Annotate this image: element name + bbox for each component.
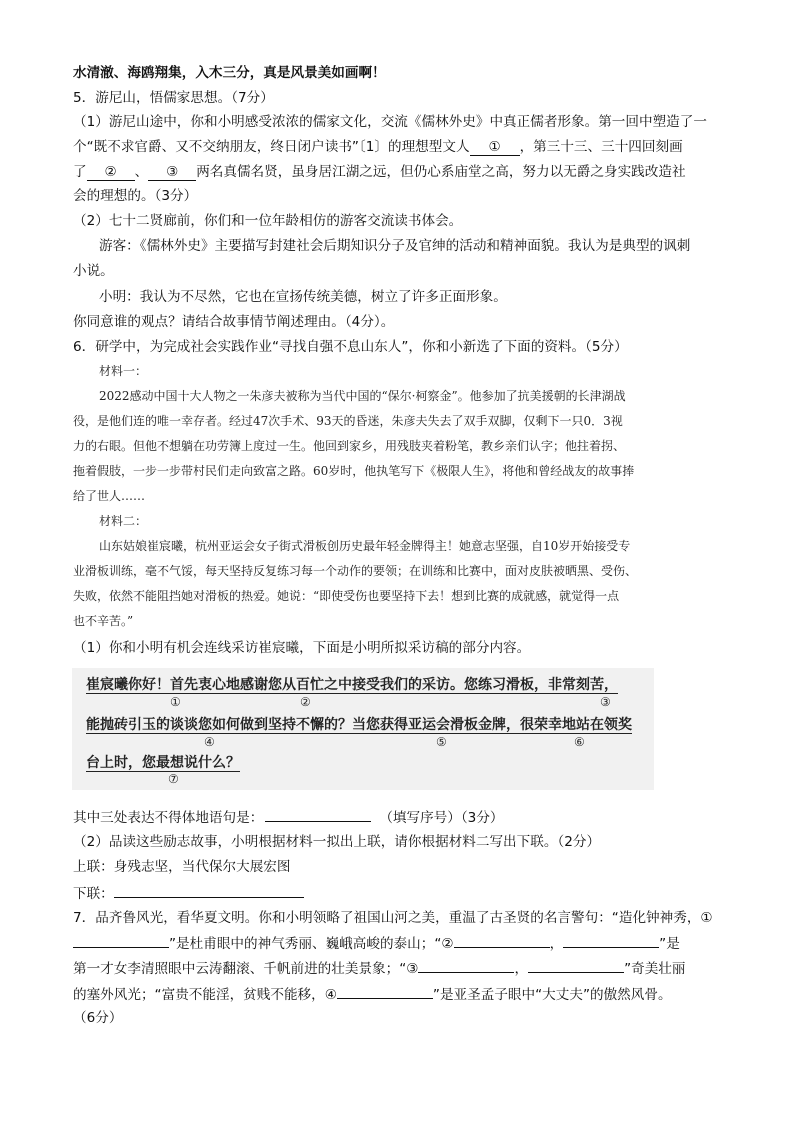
text-span: 、 bbox=[134, 164, 149, 180]
answer-blank-couplet[interactable] bbox=[114, 883, 304, 898]
draft-sentence-3: 您练习滑板，非常刻苦， bbox=[464, 677, 618, 693]
draft-sentence-1: 崔宸曦你好！ bbox=[86, 677, 170, 693]
question-5-2: （2）七十二贤廊前，你们和一位年龄相仿的游客交流读书体会。 bbox=[73, 213, 463, 229]
question-5-title: 5．游尼山，悟儒家思想。（7分） bbox=[73, 90, 274, 106]
draft-sentence-2: 首先衷心地感谢您从百忙之中接受我们的采访。 bbox=[170, 677, 464, 693]
draft-row-2 bbox=[86, 714, 632, 734]
material-2-line2: 业滑板训练，毫不气馁，每天坚持反复练习每一个动作的要领；在训练和比赛中，面对皮肤被晒黑、受伤、 bbox=[73, 564, 638, 578]
text-span: 两名真儒名贤，虽身居江湖之远，但仍心系庙堂之高，努力以无爵之身实践改造社 bbox=[196, 164, 686, 180]
draft-row-3 bbox=[86, 752, 240, 772]
material-1-line2: 役，是他们连的唯一幸存者。经过47次手术、93天的昏迷，朱彦夫失去了双手双脚，仅剩下一只0．3视 bbox=[73, 414, 623, 428]
text-span: 个“既不求官爵、又不交纳朋友，终日闭户读书”〔1〕的理想型文人 bbox=[73, 139, 470, 155]
question-7-line1: 7．品齐鲁风光，看华夏文明。你和小明领略了祖国山河之美，重温了古圣贤的名言警句：“造化钟神秀，① bbox=[73, 910, 713, 926]
material-2-line3: 失败，依然不能阻挡她对滑板的热爱。她说：“即使受伤也要坚持下去！想到比赛的成就感，就觉得一点 bbox=[73, 589, 620, 603]
draft-sentence-4: 能抛砖引玉的谈谈您如何做到坚持不懈的？ bbox=[86, 717, 352, 733]
material-1-line3: 力的右眼。但他不想躺在功劳簿上度过一生。他回到家乡，用残肢夹着粉笔，教乡亲们认字；他拄着拐、 bbox=[73, 439, 626, 453]
question-5-1-line2 bbox=[73, 137, 683, 157]
question-6-2: （2）品读这些励志故事，小明根据材料一拟出上联，请你根据材料二写出下联。（2分） bbox=[73, 834, 601, 850]
question-7-score: （6分） bbox=[73, 1010, 123, 1026]
draft-number-4: ④ bbox=[204, 735, 215, 749]
answer-blank-q7-1[interactable] bbox=[73, 933, 169, 948]
draft-sentence-5: 当您获得亚运会滑板金牌， bbox=[352, 717, 520, 733]
answer-blank-q7-4[interactable] bbox=[337, 984, 433, 999]
question-5-1-line4: 会的理想的。（3分） bbox=[73, 188, 198, 204]
material-2-line1: 山东姑娘崔宸曦，杭州亚运会女子街式滑板创历史最年轻金牌得主！她意志坚强，自10岁开始接受专 bbox=[99, 539, 631, 553]
text-line: 水清澈、海鸥翔集，入木三分，真是风景美如画啊！ bbox=[73, 65, 386, 81]
draft-number-3: ③ bbox=[600, 695, 611, 709]
draft-sentence-7a: 台上时， bbox=[86, 755, 142, 771]
answer-blank-q6-1[interactable] bbox=[265, 807, 371, 822]
material-2-line4: 也不辛苦。” bbox=[73, 614, 134, 628]
text-span: ，第三十三、三十四回刻画 bbox=[519, 139, 683, 155]
draft-row-1 bbox=[86, 674, 618, 694]
couplet-lower bbox=[73, 883, 304, 904]
blank-1[interactable]: ① bbox=[470, 139, 520, 156]
question-5-2-ask: 你同意谁的观点？请结合故事情节阐述理由。（4分）。 bbox=[73, 314, 395, 330]
material-1-line4: 拖着假肢，一步一步带村民们走向致富之路。60岁时，他执笔写下《极限人生》，将他和曾经战友的故事捧 bbox=[73, 464, 635, 478]
answer-blank-q7-3b[interactable] bbox=[528, 958, 624, 973]
text-span: 其中三处表达不得体地语句是： bbox=[73, 810, 264, 826]
text-span: 第一才女李清照眼中云涛翻滚、千帆前进的壮美景象；“③ bbox=[73, 961, 419, 977]
question-5-1-line1: （1）游尼山途中，你和小明感受浓浓的儒家文化，交流《儒林外史》中真正儒者形象。第一回中塑造了一 bbox=[73, 114, 707, 130]
text-span: ， bbox=[549, 936, 564, 952]
draft-number-6: ⑥ bbox=[574, 735, 585, 749]
answer-blank-q7-2b[interactable] bbox=[563, 933, 659, 948]
text-span: 了 bbox=[73, 164, 87, 180]
answer-blank-q7-3a[interactable] bbox=[418, 958, 514, 973]
text-span: ”是 bbox=[659, 936, 680, 952]
question-6-1-answer bbox=[73, 807, 504, 828]
text-span: ”是亚圣孟子眼中“大丈夫”的傲然风骨。 bbox=[432, 987, 672, 1003]
text-span: ”奇美壮丽 bbox=[624, 961, 686, 977]
answer-blank-q7-2a[interactable] bbox=[454, 933, 550, 948]
draft-number-5: ⑤ bbox=[436, 735, 447, 749]
blank-2[interactable]: ② bbox=[87, 164, 135, 181]
material-1-label: 材料一： bbox=[99, 364, 148, 378]
text-span: 的塞外风光；“富贵不能淫，贫贱不能移，④ bbox=[73, 987, 337, 1003]
draft-sentence-7b: 您最想说什么？ bbox=[142, 755, 240, 771]
question-6-1: （1）你和小明有机会连线采访崔宸曦，下面是小明所拟采访稿的部分内容。 bbox=[73, 640, 531, 656]
couplet-upper: 上联：身残志坚，当代保尔大展宏图 bbox=[73, 859, 291, 875]
text-span: ”是杜甫眼中的神气秀丽、巍峨高峻的泰山；“② bbox=[169, 936, 454, 952]
material-1-line5: 给了世人…… bbox=[73, 489, 146, 503]
xiaoming-line: 小明：我认为不尽然，它也在宣扬传统美德，树立了许多正面形象。 bbox=[99, 289, 507, 305]
question-7-line2 bbox=[73, 933, 680, 954]
interview-draft-image bbox=[72, 668, 654, 790]
draft-sentence-6: 很荣幸地站在领奖 bbox=[520, 717, 632, 733]
text-span: 下联： bbox=[73, 886, 114, 902]
draft-number-2: ② bbox=[300, 695, 311, 709]
visitor-line1: 游客：《儒林外史》主要描写封建社会后期知识分子及官绅的活动和精神面貌。我认为是典型的讽刺 bbox=[99, 238, 691, 254]
visitor-line2: 小说。 bbox=[73, 263, 114, 279]
material-1-line1: 2022感动中国十大人物之一朱彦夫被称为当代中国的“保尔·柯察金”。他参加了抗美援朝的长津湖战 bbox=[99, 389, 626, 403]
text-span: ， bbox=[514, 961, 529, 977]
question-6-title: 6．研学中，为完成社会实践作业“寻找自强不息山东人”，你和小新选了下面的资料。（5分） bbox=[73, 339, 628, 355]
blank-3[interactable]: ③ bbox=[148, 164, 196, 181]
draft-number-1: ① bbox=[170, 695, 181, 709]
draft-number-7: ⑦ bbox=[168, 772, 179, 786]
question-7-line3 bbox=[73, 958, 686, 979]
question-5-1-line3 bbox=[73, 162, 686, 182]
question-7-line4 bbox=[73, 984, 672, 1005]
material-2-label: 材料二： bbox=[99, 514, 148, 528]
text-span: （填写序号）（3分） bbox=[379, 810, 504, 826]
